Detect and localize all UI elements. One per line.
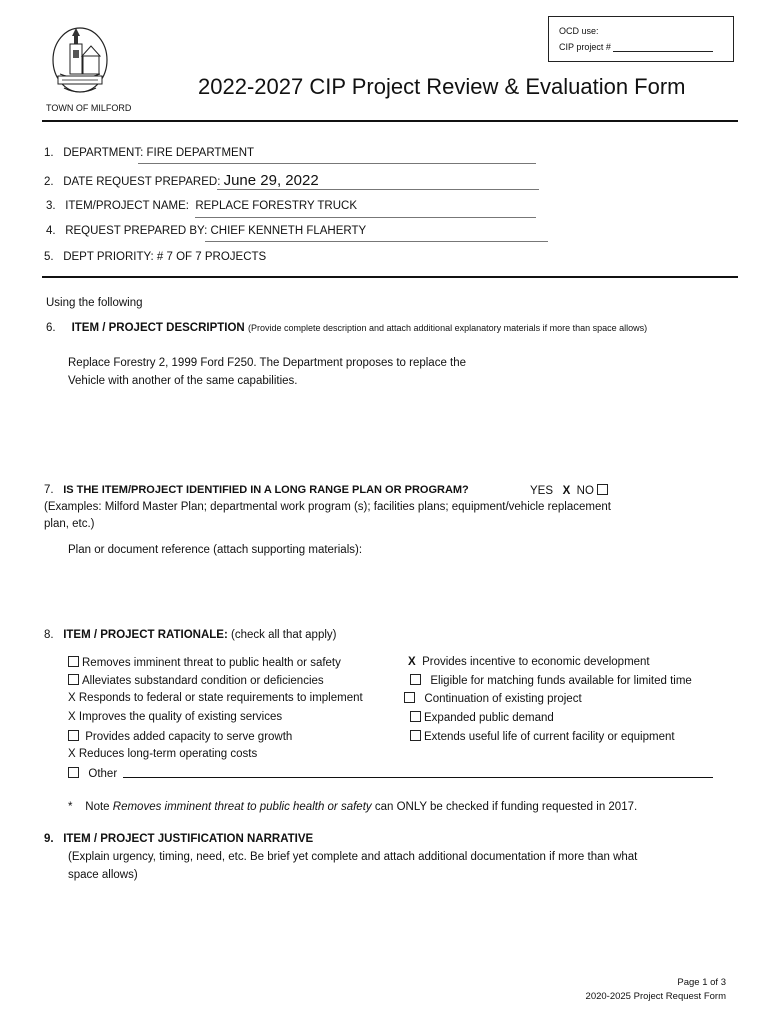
checked-mark[interactable]: X	[68, 711, 76, 723]
department-underline	[138, 163, 536, 164]
note-bullet: *	[68, 801, 73, 813]
page-title: 2022-2027 CIP Project Review & Evaluation Form	[198, 74, 686, 99]
section-6-heading: 6. ITEM / PROJECT DESCRIPTION (Provide complete description and attach additional explanatory materials if more than space allows)	[46, 322, 648, 334]
checkbox[interactable]	[410, 711, 421, 722]
no-checkbox[interactable]	[597, 484, 608, 495]
section-7-heading: 7. IS THE ITEM/PROJECT IDENTIFIED IN A LONG RANGE PLAN OR PROGRAM?	[44, 484, 469, 496]
rationale-added-capacity[interactable]: Provides added capacity to serve growth	[68, 730, 292, 743]
rationale-continuation[interactable]: Continuation of existing project	[404, 692, 582, 705]
checkbox[interactable]	[68, 730, 79, 741]
header-divider	[42, 120, 738, 122]
field-project-name: 3. ITEM/PROJECT NAME: REPLACE FORESTRY TRUCK	[46, 200, 358, 212]
rationale-expanded-demand[interactable]: Expanded public demand	[410, 711, 554, 724]
checkbox[interactable]	[404, 692, 415, 703]
rationale-other[interactable]: Other	[68, 767, 117, 780]
rationale-economic-development[interactable]: X Provides incentive to economic development	[408, 656, 650, 668]
intro-text: Using the following	[46, 297, 143, 309]
ocd-use-box	[548, 16, 734, 62]
rationale-removes-threat[interactable]: Removes imminent threat to public health or safety	[68, 656, 341, 669]
checkbox[interactable]	[410, 674, 421, 685]
justification-hint-line-2: space allows)	[68, 869, 138, 881]
description-line-2: Vehicle with another of the same capabilities.	[68, 375, 298, 387]
other-input-line[interactable]	[123, 777, 713, 778]
rationale-alleviates-substandard[interactable]: Alleviates substandard condition or deficiencies	[68, 674, 324, 687]
rationale-reduces-costs[interactable]: X Reduces long-term operating costs	[68, 748, 258, 760]
cip-project-number-field[interactable]	[613, 42, 713, 52]
section-9-heading: 9. ITEM / PROJECT JUSTIFICATION NARRATIVE	[44, 833, 314, 845]
town-seal-logo	[50, 26, 110, 102]
field-prepared-by: 4. REQUEST PREPARED BY: CHIEF KENNETH FLAHERTY	[46, 225, 367, 237]
ocd-label: OCD use:	[559, 26, 599, 36]
checked-mark[interactable]: X	[408, 656, 416, 668]
field-department: 1. DEPARTMENT: FIRE DEPARTMENT	[44, 147, 255, 159]
field-date: 2. DATE REQUEST PREPARED: June 29, 2022	[44, 172, 319, 189]
checked-mark[interactable]: X	[68, 748, 76, 760]
project-name-underline	[195, 217, 536, 218]
rationale-extends-life[interactable]: Extends useful life of current facility or equipment	[410, 730, 675, 743]
checkbox[interactable]	[410, 730, 421, 741]
examples-line-1: (Examples: Milford Master Plan; departmental work program (s); facilities plans; equipment/vehicle replacement	[44, 501, 611, 513]
prepared-by-value[interactable]: CHIEF KENNETH FLAHERTY	[210, 225, 367, 237]
date-underline	[217, 189, 539, 190]
plan-reference-label: Plan or document reference (attach supporting materials):	[68, 544, 363, 556]
long-range-plan-answer: YES X NO	[530, 484, 611, 497]
department-value[interactable]: FIRE DEPARTMENT	[146, 147, 255, 159]
fields-divider	[42, 276, 738, 278]
form-name: 2020-2025 Project Request Form	[585, 991, 726, 1002]
checkbox[interactable]	[68, 656, 79, 667]
cip-project-label: CIP project #	[559, 42, 713, 52]
rationale-matching-funds[interactable]: Eligible for matching funds available for limited time	[410, 674, 692, 687]
section-8-heading: 8. ITEM / PROJECT RATIONALE: (check all that apply)	[44, 629, 337, 641]
examples-line-2: plan, etc.)	[44, 518, 95, 530]
description-line-1: Replace Forestry 2, 1999 Ford F250. The Department proposes to replace the	[68, 357, 467, 369]
justification-hint-line-1: (Explain urgency, timing, need, etc. Be brief yet complete and attach additional documentation if more than what	[68, 851, 638, 863]
prepared-by-underline	[205, 241, 548, 242]
checkbox[interactable]	[68, 767, 79, 778]
page-number: Page 1 of 3	[677, 977, 726, 988]
rationale-improves-quality[interactable]: X Improves the quality of existing services	[68, 711, 283, 723]
field-dept-priority: 5. DEPT PRIORITY: # 7 OF 7 PROJECTS	[44, 251, 267, 263]
section-8-note: * Note Removes imminent threat to public health or safety can ONLY be checked if funding requested in 2017.	[68, 801, 638, 813]
project-name-value[interactable]: REPLACE FORESTRY TRUCK	[195, 200, 358, 212]
yes-checkbox[interactable]: X	[562, 485, 571, 497]
date-value[interactable]: June 29, 2022	[223, 172, 319, 189]
town-name: TOWN OF MILFORD	[46, 103, 132, 113]
checkbox[interactable]	[68, 674, 79, 685]
checked-mark[interactable]: X	[68, 692, 76, 704]
rationale-responds-requirements[interactable]: X Responds to federal or state requirements to implement	[68, 692, 363, 704]
